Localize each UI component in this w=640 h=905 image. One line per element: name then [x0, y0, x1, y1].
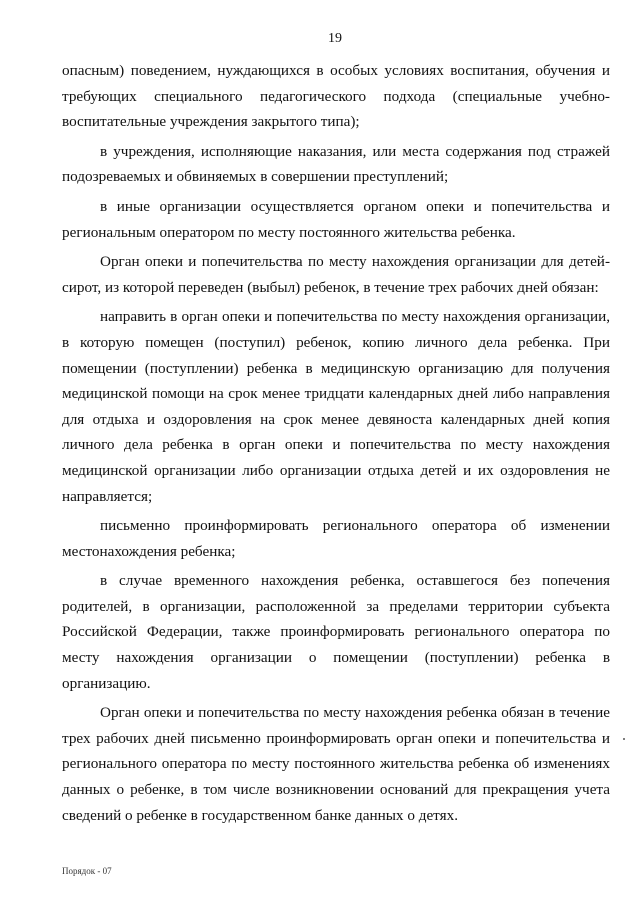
paragraph-continuation: опасным) поведением, нуждающихся в особых условиях воспитания, обучения и требующих специального педагогического подхода (специальные учебно-воспитательные учреждения закрытого типа); [62, 62, 610, 131]
scan-speck [623, 738, 625, 740]
footer-code: Порядок - 07 [62, 866, 112, 876]
page-number: 19 [328, 31, 342, 46]
paragraph-list-item: направить в орган опеки и попечительства по месту нахождения организации, в которую помещен (поступил) ребенок, копию личного дела ребенка. При помещении (поступлении) ребенка в медицинскую организацию для получения медицинской помощи на срок менее тридцати календарных дней либо направления для отдыха и оздоровления на срок менее девяноста календарных дней копия личного дела ребенка в орган опеки и попечительства по месту нахождения медицинской организации либо организации отдыха детей и их оздоровления не направляется; [62, 308, 610, 505]
paragraph-obligation-intro: Орган опеки и попечительства по месту нахождения организации для детей-сирот, из которой переведен (выбыл) ребенок, в течение трех рабочих дней обязан: [62, 253, 610, 296]
document-body [62, 58, 610, 828]
paragraph-list-item: в случае временного нахождения ребенка, оставшегося без попечения родителей, в организации, расположенной за пределами территории субъекта Российской Федерации, также проинформировать регионального оператора по месту нахождения организации о помещении (поступлении) ребенка в организацию. [62, 572, 610, 692]
paragraph-list-item: в иные организации осуществляется органом опеки и попечительства и региональным оператором по месту постоянного жительства ребенка. [62, 197, 610, 241]
paragraph-list-item: в учреждения, исполняющие наказания, или места содержания под стражей подозреваемых и обвиняемых в совершении преступлений; [62, 142, 610, 186]
paragraph-obligation: Орган опеки и попечительства по месту нахождения ребенка обязан в течение трех рабочих дней письменно проинформировать орган опеки и попечительства и регионального оператора по месту постоянного жительства ребенка об изменениях данных о ребенке, в том числе возникновении оснований для прекращения учета сведений о ребенке в государственном банке данных о детях. [62, 704, 610, 824]
paragraph-list-item: письменно проинформировать регионального оператора об изменении местонахождения ребенка; [62, 517, 610, 560]
